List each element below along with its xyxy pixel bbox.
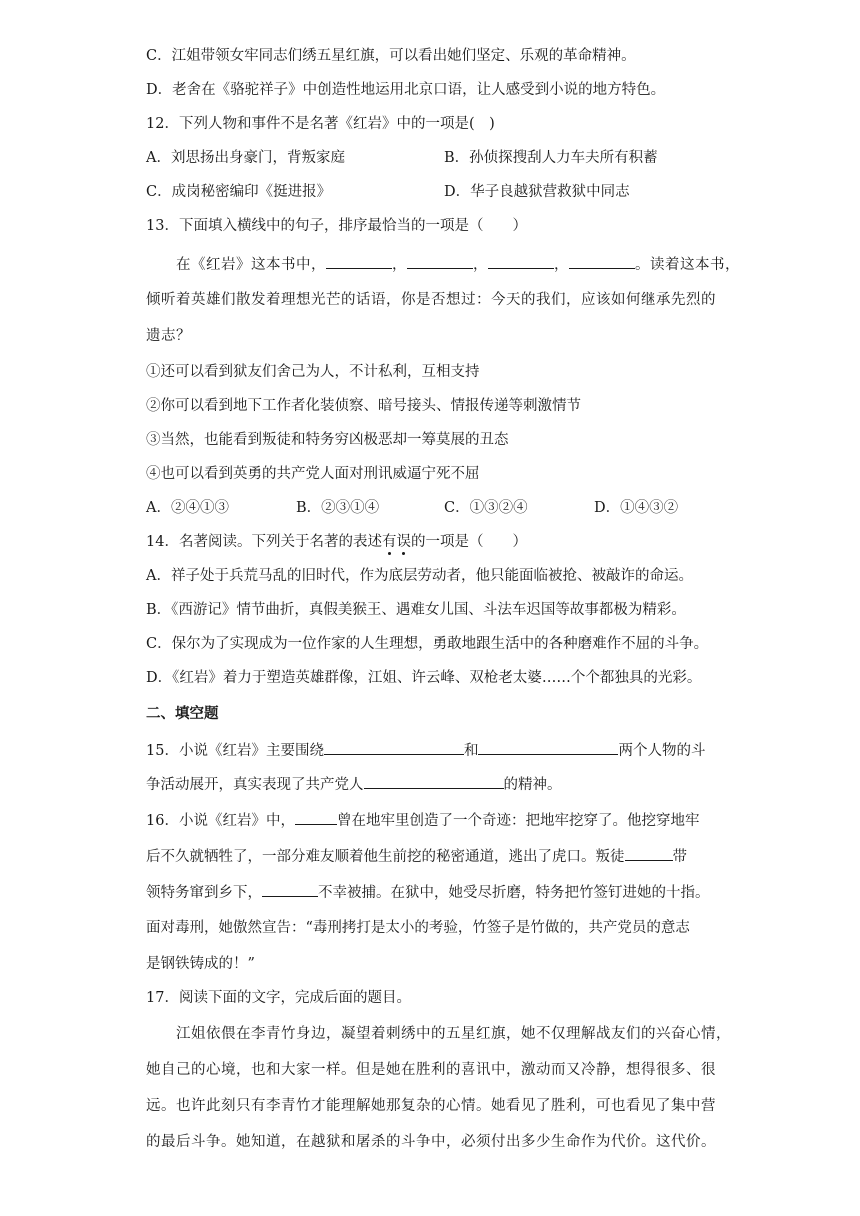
q14-stem xyxy=(146,532,527,552)
q16-line-2 xyxy=(146,846,687,867)
emphasis-char: 误 xyxy=(396,534,411,550)
q16-text: 不幸被捕。在狱中，她受尽折磨，特务把竹签钉进她的十指。 xyxy=(318,885,710,901)
q16-line-5: 是钢铁铸成的！” xyxy=(146,956,255,972)
q15-text: 和 xyxy=(463,743,479,759)
q16-line-1 xyxy=(146,810,699,831)
q13-passage-start: 在《红岩》这本书中， xyxy=(176,257,326,273)
q15-text: 两个人物的斗 xyxy=(618,743,706,759)
separator: ， xyxy=(392,257,407,273)
q17-passage-line-4: 的最后斗争。她知道，在越狱和屠杀的斗争中，必须付出多少生命作为代价。这代价。 xyxy=(146,1134,716,1150)
q13-passage-line-1 xyxy=(176,254,740,275)
fill-blank xyxy=(364,774,504,789)
q12-option-a: A．刘思扬出身豪门，背叛家庭 xyxy=(146,150,345,166)
separator: ， xyxy=(473,257,488,273)
separator: ， xyxy=(554,257,569,273)
q13-passage-end: 。读着这本书， xyxy=(635,257,740,273)
q13-sentence-1: ①还可以看到狱友们舍己为人，不计私利，互相支持 xyxy=(146,364,480,380)
q14-stem-start: 14．名著阅读。下列关于名著的表述 xyxy=(146,534,382,550)
q14-option-c: C．保尔为了实现成为一位作家的人生理想，勇敢地跟生活中的各种磨难作不屈的斗争。 xyxy=(146,636,709,652)
section-heading: 二、填空题 xyxy=(146,706,219,722)
q11-option-d: D．老舍在《骆驼祥子》中创造性地运用北京口语，让人感受到小说的地方特色。 xyxy=(146,82,666,98)
q13-option-d: D．①④③② xyxy=(594,500,679,516)
q16-text: 后不久就牺牲了，一部分难友顺着他生前挖的秘密通道，逃出了虎口。叛徒 xyxy=(146,849,625,865)
fill-blank xyxy=(569,254,635,269)
q13-sentence-2: ②你可以看到地下工作者化装侦察、暗号接头、情报传递等刺激情节 xyxy=(146,398,581,414)
q14-option-a: A．祥子处于兵荒马乱的旧时代，作为底层劳动者，他只能面临被抢、被敲诈的命运。 xyxy=(146,568,693,584)
q13-passage-line-3: 遗志？ xyxy=(146,328,191,344)
q16-text: 16．小说《红岩》中， xyxy=(146,813,295,829)
q15-text: 争活动展开，真实表现了共产党人 xyxy=(146,777,364,793)
fill-blank xyxy=(262,882,318,897)
fill-blank xyxy=(324,740,464,755)
q12-option-c: C．成岗秘密编印《挺进报》 xyxy=(146,184,332,200)
fill-blank xyxy=(488,254,554,269)
q14-stem-end: 的一项是（ ） xyxy=(410,534,527,550)
emphasis-char: 有 xyxy=(381,534,397,550)
q14-option-d: D．《红岩》着力于塑造英雄群像，江姐、许云峰、双枪老太婆……个个都独具的光彩。 xyxy=(146,670,702,686)
fill-blank xyxy=(407,254,473,269)
fill-blank xyxy=(478,740,618,755)
q12-option-d: D．华子良越狱营救狱中同志 xyxy=(444,184,630,200)
q16-text: 领特务窜到乡下， xyxy=(146,885,262,901)
q17-stem: 17．阅读下面的文字，完成后面的题目。 xyxy=(146,990,411,1006)
q16-text: 曾在地牢里创造了一个奇迹：把地牢挖穿了。他挖穿地牢 xyxy=(336,813,700,829)
q16-line-3 xyxy=(146,882,710,903)
q17-passage-line-2: 她自己的心境，也和大家一样。但是她在胜利的喜讯中，激动而又冷静，想得很多、很 xyxy=(146,1062,716,1078)
q16-text: 带 xyxy=(672,849,687,865)
q13-sentence-4: ④也可以看到英勇的共产党人面对刑讯威逼宁死不屈 xyxy=(146,466,480,482)
q15-text: 15．小说《红岩》主要围绕 xyxy=(146,743,324,759)
q13-option-a: A．②④①③ xyxy=(146,500,229,516)
q15-text: 的精神。 xyxy=(503,777,562,793)
q17-passage-line-3: 远。也许此刻只有李青竹才能理解她那复杂的心情。她看见了胜利，可也看见了集中营 xyxy=(146,1098,716,1114)
q17-passage-line-1: 江姐依偎在李青竹身边，凝望着刺绣中的五星红旗，她不仅理解战友们的兴奋心情， xyxy=(176,1026,731,1042)
q13-passage-line-2: 倾听着英雄们散发着理想光芒的话语，你是否想过：今天的我们，应该如何继承先烈的 xyxy=(146,292,716,308)
fill-blank xyxy=(295,810,337,825)
fill-blank xyxy=(625,846,673,861)
fill-blank xyxy=(326,254,392,269)
q13-sentence-3: ③当然，也能看到叛徒和特务穷凶极恶却一筹莫展的丑态 xyxy=(146,432,509,448)
q16-line-4: 面对毒刑，她傲然宣告：“毒刑拷打是太小的考验，竹签子是竹做的，共产党员的意志 xyxy=(146,920,690,936)
q15-line-1 xyxy=(146,740,705,761)
q13-option-c: C．①③②④ xyxy=(444,500,528,516)
q13-stem: 13．下面填入横线中的句子，排序最恰当的一项是（ ） xyxy=(146,218,527,234)
q15-line-2 xyxy=(146,774,562,795)
q13-option-b: B．②③①④ xyxy=(296,500,380,516)
q11-option-c: C．江姐带领女牢同志们绣五星红旗，可以看出她们坚定、乐观的革命精神。 xyxy=(146,48,636,64)
q12-stem: 12．下列人物和事件不是名著《红岩》中的一项是( ) xyxy=(146,116,495,132)
q12-option-b: B．孙侦探搜刮人力车夫所有积蓄 xyxy=(444,150,658,166)
q14-option-b: B．《西游记》情节曲折，真假美猴王、遇难女儿国、斗法车迟国等故事都极为精彩。 xyxy=(146,602,686,618)
